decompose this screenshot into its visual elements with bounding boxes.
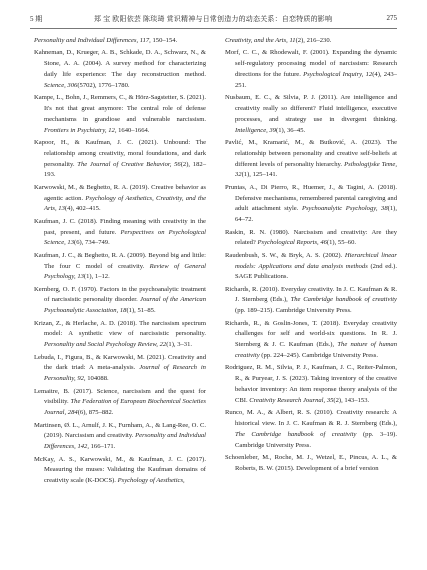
reference-source-italic: Hierarchical linear models: Applications and data analysis methods	[235, 251, 397, 270]
reference-entry	[225, 285, 397, 317]
reference-source-italic: Personality and Individual Differences, 142,	[44, 432, 206, 451]
reference-text: (2nd ed.). SAGE Publications.	[235, 262, 397, 281]
reference-text: Lemaitre, B. (2017). Science, narcissism and the quest for visibility.	[34, 387, 206, 406]
reference-entry	[34, 138, 206, 181]
reference-text: (2), 182–193.	[44, 160, 206, 179]
reference-entry	[225, 453, 397, 475]
reference-text: Martinsen, Ø. L., Arnulf, J. K., Furnham, A., & Lang-Ree, O. C. (2019). Narcissism and creativity.	[34, 421, 206, 440]
reference-text: (2), 216–230.	[295, 37, 332, 44]
reference-text: (1), 1–12.	[83, 273, 110, 281]
reference-text: 104088.	[85, 375, 109, 383]
reference-text: Runco, M. A., & Albert, R. S. (2010). Creativity research: A historical view. In J. C. Kaufman & R. J. Sternberg (Eds.),	[225, 409, 397, 428]
reference-source-italic: Perspectives on Psychological Science, 13	[44, 228, 206, 247]
reference-entry	[34, 285, 206, 317]
reference-text: (5702), 1776–1780.	[77, 81, 130, 89]
reference-source-italic: The Federation of European Biochemical Societies Journal, 284	[44, 398, 206, 417]
reference-text: (1), 51–85.	[126, 307, 156, 315]
reference-text: (4), 243–251.	[235, 70, 397, 89]
reference-entry	[34, 319, 206, 351]
reference-entry	[225, 251, 397, 283]
reference-text: (pp. 3–19). Cambridge University Press.	[235, 430, 397, 449]
reference-source-italic: The Journal of Creative Behavior, 56	[77, 160, 181, 168]
reference-text: Richards, R. (2010). Everyday creativity. In J. C. Kaufman & R. J. Sternberg (Eds.),	[225, 285, 397, 304]
reference-source-italic: Psychology of Aesthetics, Creativity, and the Arts, 13	[44, 194, 206, 213]
reference-entry	[225, 93, 397, 136]
reference-entry	[34, 387, 206, 419]
reference-text: Kahneman, D., Krueger, A. B., Schkade, D. A., Schwarz, N., & Stone, A. A. (2004). A survey method for characterizing daily life experience: The day reconstruction method.	[34, 49, 206, 78]
reference-text: Schoenleber, M., Roche, M. J., Wetzel, E., Pincus, A. L., & Roberts, B. W. (2015). Development of a brief version	[225, 454, 397, 472]
reference-source-italic: Intelligence, 39	[235, 126, 277, 134]
reference-text: Karwowski, M., & Beghetto, R. A. (2019). Creative behavior as agentic action.	[34, 183, 206, 202]
reference-text: Kapoor, H., & Kaufman, J. C. (2021). Unbound: The relationship among creativity, moral foundations, and dark personality.	[34, 138, 206, 168]
reference-source-italic: Science, 306	[44, 81, 78, 89]
reference-source-italic: Psychoanalytic Psychology, 38	[301, 205, 388, 213]
issue-label: 5 期	[30, 15, 43, 23]
reference-text: (pp. 224–245). Cambridge University Press.	[259, 352, 378, 360]
reference-entry	[34, 183, 206, 215]
reference-entry	[34, 93, 206, 136]
reference-source-italic: Psihologijske Teme, 32	[235, 160, 397, 179]
reference-text: Raskin, R. N. (1980). Narcissism and creativity: Are they related?	[225, 228, 397, 247]
reference-text: Lebuda, I., Figura, B., & Karwowski, M. (2021). Creativity and the dark triad: A meta-analysis.	[34, 353, 206, 372]
reference-text: (6), 734–749.	[74, 239, 110, 247]
reference-column-left	[34, 36, 206, 489]
reference-entry	[225, 319, 397, 362]
reference-source-italic: Review of General Psychology, 13	[44, 262, 206, 281]
reference-entry	[225, 36, 397, 47]
reference-entry	[34, 455, 206, 487]
reference-entry	[225, 408, 397, 451]
reference-entry	[225, 228, 397, 250]
reference-text: Pruntas, A., Di Pierro, R., Huemer, J., & Tagini, A. (2018). Defensive mechanisms, remembered parental caregiving and adult attachment style.	[225, 183, 397, 213]
reference-text: 150–154.	[150, 37, 178, 44]
reference-column-right	[225, 36, 397, 476]
reference-source-italic: Psychological Reports, 46	[257, 239, 327, 247]
running-title: 郑 宝 欧阳依芸 陈琰琦 赏识精神与日常创造力的动态关系：自恋特质的影响	[94, 15, 333, 23]
reference-text: (1), 55–60.	[326, 239, 357, 247]
reference-entry	[34, 48, 206, 91]
reference-text: Richards, R., & Goslin-Jones, T. (2018). Everyday creativity challenges for self and world-six questions. In R. J. Sternberg & J. C. Kaufman (Eds.),	[225, 319, 397, 349]
reference-source-italic: The nature of human creativity	[235, 341, 397, 360]
reference-text: Krizan, Z., & Herlache, A. D. (2018). The narcissism spectrum model: A synthetic view of narcissistic personality.	[34, 319, 206, 338]
reference-text: 166–171.	[88, 443, 116, 451]
reference-source-italic: Journal of Research in Personality, 92,	[44, 364, 206, 383]
reference-source-italic: Creativity, and the Arts, 11	[225, 37, 296, 44]
reference-entry	[225, 363, 397, 406]
reference-text: 1640–1664.	[116, 126, 150, 134]
reference-text: (4), 402–415.	[64, 205, 101, 213]
reference-entry	[225, 183, 397, 226]
reference-entry	[34, 217, 206, 249]
reference-entry	[34, 353, 206, 385]
reference-source-italic: The Cambridge handbook of creativity	[235, 430, 357, 438]
reference-text: Nusbaum, E. C., & Silvia, P. J. (2011). Are intelligence and creativity really so different? Fluid intelligence, executive processes, and strategy use in divergent thinking.	[225, 94, 397, 123]
reference-entry	[34, 421, 206, 453]
page-number: 275	[386, 14, 397, 22]
reference-text: McKay, A. S., Karwowski, M., & Kaufman, J. C. (2017). Measuring the muses: Validating the Kaufman domains of creativity scale (K-DOCS).	[34, 455, 206, 485]
reference-source-italic: Personality and Social Psychology Review, 22	[44, 341, 167, 349]
running-header	[30, 14, 397, 29]
reference-text: (2), 143–153.	[333, 396, 370, 404]
reference-source-italic: Frontiers in Psychiatry, 12,	[44, 126, 117, 134]
reference-entry	[225, 138, 397, 181]
reference-text: (1), 36–45.	[276, 126, 306, 134]
reference-source-italic: Personality and Individual Differences, 117,	[34, 37, 151, 44]
reference-text: (1), 125–141.	[241, 171, 278, 179]
reference-text: Pavlić, M., Kramarić, M., & Butković, A. (2023). The relationship between personality and creative self-beliefs at different levels of personality hierarchy.	[225, 138, 397, 168]
reference-text: Kaufman, J. C., & Beghetto, R. A. (2009). Beyond big and little: The four C model of creativity.	[34, 251, 206, 270]
reference-text: Kaufman, J. C. (2018). Finding meaning with creativity in the past, present, and future.	[34, 217, 206, 236]
reference-text: Kernberg, O. F. (1970). Factors in the psychoanalytic treatment of narcissistic personality disorder.	[34, 285, 206, 304]
reference-entry	[34, 251, 206, 283]
reference-source-italic: Journal of the American Psychoanalytic Association, 18	[44, 296, 206, 315]
reference-text: Kampe, L., Bohn, J., Remmers, C., & Hörz-Sagstetter, S. (2021). It's not that great anymore: The central role of defense mechanisms in grandiose and vulnerable narcissism.	[34, 94, 206, 123]
reference-text: (1), 3–31.	[166, 341, 193, 349]
reference-text: Rodriguez, R. M., Silvia, P. J., Kaufman, J. C., Reiter-Palmon, R., & Puryear, J. S. (2023). Taking inventory of the creative behavior inventory: An item response theory analysis of the CBI.	[225, 364, 397, 404]
reference-text: (6), 875–882.	[77, 409, 114, 417]
reference-source-italic: Psychology of Aesthetics,	[117, 477, 185, 485]
reference-entry	[225, 48, 397, 91]
reference-text: (1), 64–72.	[235, 205, 397, 224]
reference-text: Morf, C. C., & Rhodewalt, F. (2001). Expanding the dynamic self-regulatory processing model of narcissism: Research directions for the future.	[225, 49, 397, 78]
reference-source-italic: The Cambridge handbook of creativity	[290, 296, 397, 304]
reference-text: (pp. 189–215). Cambridge University Press.	[235, 307, 352, 315]
reference-text: Raudenbush, S. W., & Bryk, A. S. (2002).	[225, 251, 345, 259]
reference-source-italic: Creativity Research Journal, 35	[249, 396, 334, 404]
reference-source-italic: Psychological Inquiry, 12	[303, 70, 373, 78]
reference-entry	[34, 36, 206, 47]
